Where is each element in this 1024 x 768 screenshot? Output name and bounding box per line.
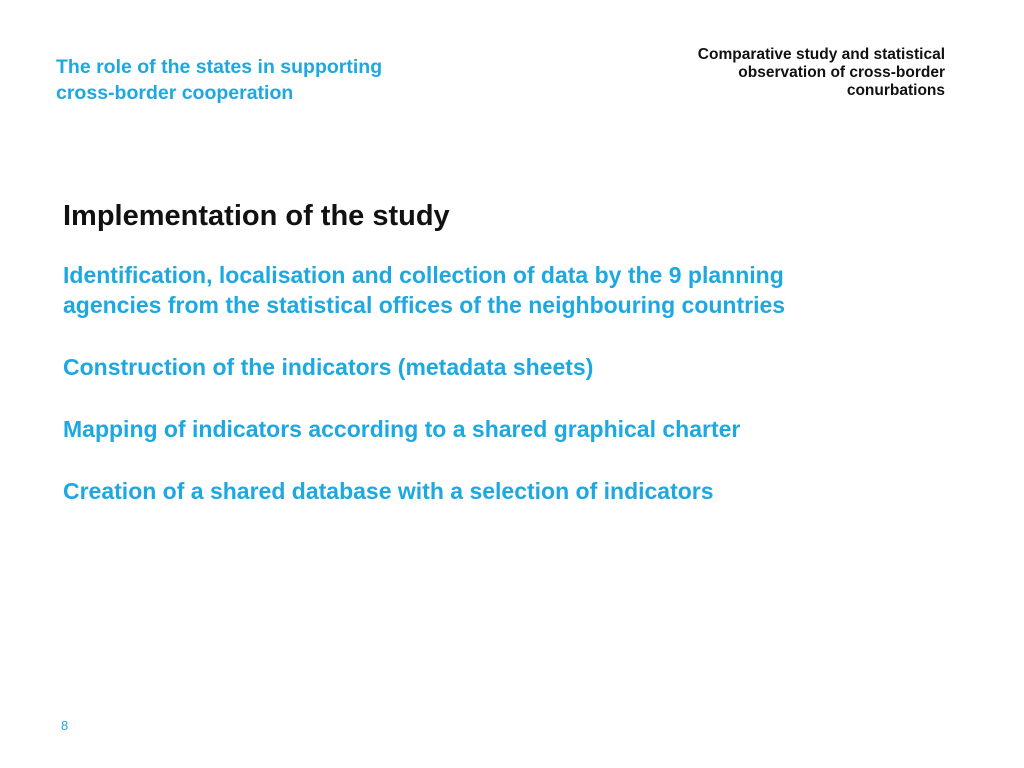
- step-item-line: Construction of the indicators (metadata sheets): [63, 354, 594, 380]
- step-item-line: Mapping of indicators according to a shared graphical charter: [63, 416, 741, 442]
- study-title-line: Comparative study and statistical: [697, 46, 945, 63]
- slide-heading: Implementation of the study: [63, 200, 450, 232]
- step-item-line: Identification, localisation and collection of data by the 9 planning: [63, 262, 784, 288]
- step-list: [63, 260, 963, 506]
- presentation-title: [56, 54, 476, 106]
- study-title-line: conurbations: [846, 82, 945, 99]
- study-title: [605, 46, 945, 100]
- step-item: [63, 476, 963, 506]
- presentation-title-line: cross-border cooperation: [56, 82, 294, 104]
- step-item: [63, 352, 963, 382]
- step-item-line: Creation of a shared database with a selection of indicators: [63, 478, 714, 504]
- step-item-line: agencies from the statistical offices of the neighbouring countries: [63, 292, 786, 318]
- presentation-title-line: The role of the states in supporting: [56, 56, 383, 78]
- slide-content: [63, 196, 963, 538]
- step-item: [63, 414, 963, 444]
- study-title-line: observation of cross-border: [738, 64, 945, 81]
- page-number: 8: [61, 718, 69, 733]
- step-item: [63, 260, 963, 320]
